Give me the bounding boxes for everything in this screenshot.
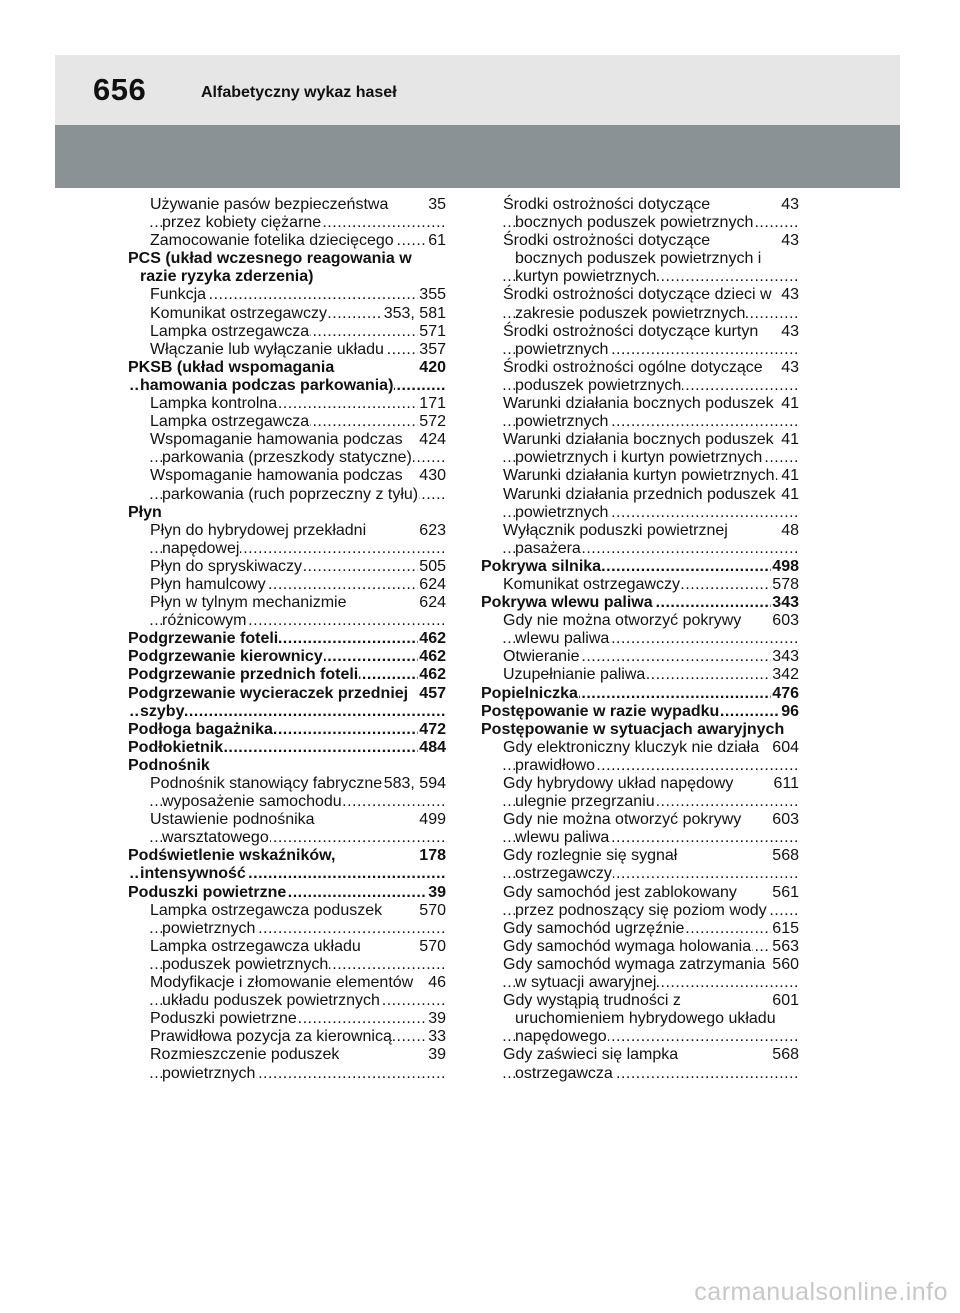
entry-text: Gdy nie można otworzyć pokrywy wlewu paliwa: [503, 612, 742, 648]
entry-text: Wspomaganie hamowania podczas parkowania (przeszkody statyczne): [150, 431, 412, 467]
page-reference: 578: [772, 575, 799, 593]
page-reference: 39: [428, 1046, 446, 1064]
index-subentry: [150, 775, 446, 811]
page-reference: 43: [781, 358, 799, 376]
index-subentry: [503, 811, 799, 847]
page-reference: 41: [781, 467, 799, 485]
entry-text: Środki ostrożności ogólne dotyczące poduszek powietrznych: [503, 358, 763, 394]
page-reference: 624: [419, 575, 446, 593]
index-subentry: [150, 341, 446, 359]
index-subentry: [503, 576, 799, 594]
page-reference: 570: [419, 901, 446, 919]
index-subentry: [150, 232, 446, 250]
index-heading: [481, 703, 799, 721]
entry-text: Lampka ostrzegawcza układu poduszek powietrznych: [150, 937, 361, 973]
entry-text: Zamocowanie fotelika dziecięcego: [150, 232, 394, 250]
page-number: 656: [93, 72, 147, 107]
page-reference: 603: [772, 811, 799, 829]
index-subentry: [150, 467, 446, 503]
entry-text: Postępowanie w sytuacjach awaryjnych: [481, 720, 785, 738]
page-reference: 484: [419, 738, 446, 756]
entry-text: Gdy rozlegnie się sygnał ostrzegawczy: [503, 847, 678, 883]
entry-text: Gdy samochód wymaga zatrzymania w sytuacji awaryjnej: [503, 955, 766, 992]
entry-text: Środki ostrożności dotyczące bocznych poduszek powietrznych: [503, 196, 754, 232]
page-reference: 472: [419, 720, 446, 738]
entry-text: Rozmieszczenie poduszek powietrznych: [150, 1046, 340, 1082]
index-subentry: [503, 395, 799, 431]
entry-text: Płyn do spryskiwaczy: [150, 557, 303, 575]
index-subentry: [150, 902, 446, 938]
index-heading: [128, 648, 446, 666]
entry-text: Podłokietnik: [128, 738, 224, 756]
page-reference: 611: [773, 775, 799, 792]
page-reference: 615: [772, 919, 799, 937]
page-reference: 43: [781, 196, 799, 213]
index-subentry: [150, 196, 446, 232]
entry-text: Gdy elektroniczny kluczyk nie działa prawidłowo: [503, 738, 760, 774]
page-reference: 505: [419, 557, 446, 575]
entry-text: Postępowanie w razie wypadku: [481, 702, 720, 720]
entry-text: Wspomaganie hamowania podczas parkowania (ruch poprzeczny z tyłu): [150, 467, 419, 503]
index-subentry: [503, 232, 799, 286]
index-subentry: [503, 286, 799, 322]
entry-text: Płyn hamulcowy: [150, 575, 266, 593]
page-reference: 43: [781, 232, 799, 250]
entry-text: Wyłącznik poduszki powietrznej pasażera: [503, 521, 728, 557]
page-reference: 61: [428, 232, 446, 250]
page-reference: 171: [419, 395, 446, 413]
index-subentry: [150, 522, 446, 558]
entry-text: Gdy samochód jest zablokowany przez podnoszący się poziom wody: [503, 883, 767, 919]
index-subentry: [150, 413, 446, 431]
entry-text: Otwieranie: [503, 648, 580, 666]
entry-text: Poduszki powietrzne: [150, 1010, 297, 1028]
page-reference: 343: [772, 594, 799, 612]
index-subentry: [150, 1010, 446, 1028]
entry-text: Podłoga bagażnika: [128, 720, 273, 738]
page-reference: 48: [781, 521, 799, 539]
index-subentry: [150, 974, 446, 1010]
index-subentry: [503, 486, 799, 522]
index-subentry: [503, 666, 799, 684]
index-heading: [481, 685, 799, 703]
index-heading: [481, 721, 799, 739]
entry-text: Podnośnik: [128, 756, 210, 774]
entry-text: Lampka kontrolna: [150, 395, 278, 413]
entry-text: Warunki działania kurtyn powietrznych: [503, 467, 775, 485]
page-reference: 583, 594: [383, 775, 446, 792]
page-header: [55, 55, 900, 125]
entry-text: Gdy nie można otworzyć pokrywy wlewu paliwa: [503, 811, 742, 847]
index-heading: [128, 721, 446, 739]
entry-text: Gdy wystąpią trudności z uruchomieniem hybrydowego układu napędowego: [503, 992, 776, 1046]
page-reference: 357: [419, 340, 446, 358]
index-subentry: [503, 920, 799, 938]
entry-text: Pokrywa wlewu paliwa: [481, 594, 653, 612]
index-heading: [128, 739, 446, 757]
page-reference: 39: [428, 883, 446, 901]
index-subentry: [150, 323, 446, 341]
entry-text: Gdy hybrydowy układ napędowy ulegnie przegrzaniu: [503, 775, 734, 811]
entry-text: Środki ostrożności dotyczące bocznych poduszek powietrznych i kurtyn powietrznych: [503, 232, 762, 286]
page-reference: 343: [772, 648, 799, 666]
index-heading: [128, 504, 446, 522]
index-subentry: [503, 648, 799, 666]
index-subentry: [503, 847, 799, 883]
page-reference: 623: [419, 521, 446, 539]
entry-text: Komunikat ostrzegawczy: [503, 575, 680, 593]
page-reference: 624: [419, 594, 446, 612]
page-reference: 424: [419, 431, 446, 449]
index-subentry: [503, 522, 799, 558]
index-subentry: [150, 305, 446, 323]
page-reference: 96: [781, 702, 799, 720]
entry-text: Włączanie lub wyłączanie układu: [150, 340, 384, 358]
index-subentry: [503, 775, 799, 811]
page-reference: 39: [428, 1010, 446, 1028]
entry-text: Popielniczka: [481, 684, 578, 702]
page-reference: 462: [419, 666, 446, 684]
page-reference: 563: [772, 937, 799, 955]
entry-text: Warunki działania bocznych poduszek powietrznych i kurtyn powietrznych: [503, 431, 774, 467]
entry-text: Używanie pasów bezpieczeństwa przez kobiety ciężarne: [150, 196, 389, 232]
entry-text: Płyn: [128, 503, 162, 521]
entry-text: Podgrzewanie foteli: [128, 630, 279, 648]
page-reference: 604: [772, 738, 799, 756]
entry-text: Podgrzewanie wycieraczek przedniej szyby: [128, 684, 409, 720]
index-subentry: [150, 395, 446, 413]
index-subentry: [503, 1046, 799, 1082]
entry-text: Podgrzewanie kierownicy: [128, 648, 323, 666]
index-subentry: [503, 938, 799, 956]
entry-text: Pokrywa silnika: [481, 557, 602, 575]
page-reference: 476: [772, 684, 799, 702]
index-subentry: [503, 739, 799, 775]
page-reference: 498: [772, 557, 799, 575]
index-column-left: [128, 196, 446, 1083]
index-subentry: [503, 612, 799, 648]
page-reference: 41: [781, 395, 799, 413]
entry-text: Podświetlenie wskaźników, intensywność: [128, 847, 336, 883]
page-reference: 603: [772, 612, 799, 630]
entry-text: Podnośnik stanowiący fabryczne wyposażenie samochodu: [150, 775, 383, 811]
page-reference: 570: [419, 937, 446, 955]
index-subentry: [503, 992, 799, 1046]
entry-text: Modyfikacje i złomowanie elementów układu poduszek powietrznych: [150, 974, 414, 1010]
entry-text: PCS (układ wczesnego reagowania w razie ryzyka zderzenia): [128, 250, 412, 286]
page-reference: 568: [772, 1046, 799, 1064]
page-reference: 178: [419, 847, 446, 865]
watermark: carmanualsonline.info: [694, 1278, 948, 1306]
header-band: [55, 125, 900, 188]
page-reference: 43: [781, 286, 799, 304]
page-reference: 561: [772, 883, 799, 901]
entry-text: Gdy samochód ugrzęźnie: [503, 919, 685, 937]
entry-text: Lampka ostrzegawcza: [150, 413, 310, 431]
index-heading: [128, 757, 446, 775]
entry-text: Lampka ostrzegawcza poduszek powietrznych: [150, 901, 383, 937]
index-heading: [128, 359, 446, 395]
index-subentry: [503, 956, 799, 992]
entry-text: Komunikat ostrzegawczy: [150, 304, 327, 322]
entry-text: Środki ostrożności dotyczące kurtyn powietrznych: [503, 322, 759, 358]
entry-text: Gdy zaświeci się lampka ostrzegawcza: [503, 1046, 679, 1082]
entry-text: Środki ostrożności dotyczące dzieci w zakresie poduszek powietrznych: [503, 286, 772, 322]
entry-text: Podgrzewanie przednich foteli: [128, 666, 359, 684]
page-reference: 462: [419, 630, 446, 648]
index-heading: [128, 685, 446, 721]
page-reference: 499: [419, 811, 446, 829]
index-subentry: [150, 1046, 446, 1082]
index-subentry: [150, 938, 446, 974]
entry-text: Funkcja: [150, 286, 207, 304]
page-reference: 560: [772, 955, 799, 973]
entry-text: Poduszki powietrzne: [128, 883, 287, 901]
page-reference: 353, 581: [383, 304, 446, 322]
entry-text: Warunki działania bocznych poduszek powietrznych: [503, 395, 774, 431]
index-subentry: [503, 884, 799, 920]
page-reference: 457: [419, 684, 446, 702]
entry-text: Warunki działania przednich poduszek powietrznych: [503, 485, 776, 521]
page-reference: 572: [419, 413, 446, 431]
page-reference: 462: [419, 648, 446, 666]
page-reference: 43: [781, 322, 799, 340]
entry-text: Prawidłowa pozycja za kierownicą: [150, 1028, 392, 1046]
index-subentry: [150, 431, 446, 467]
page-reference: 601: [772, 992, 799, 1010]
page-reference: 420: [419, 358, 446, 376]
page-reference: 46: [428, 974, 446, 992]
index-heading: [481, 594, 799, 612]
index-subentry: [503, 196, 799, 232]
page-reference: 33: [428, 1028, 446, 1046]
index-heading: [481, 558, 799, 576]
index-heading: [128, 666, 446, 684]
index-heading: [128, 847, 446, 883]
entry-text: Płyn w tylnym mechanizmie różnicowym: [150, 594, 347, 630]
page-reference: 355: [419, 286, 446, 304]
index-heading: [128, 884, 446, 902]
page-reference: 571: [419, 322, 446, 340]
entry-text: Płyn do hybrydowej przekładni napędowej: [150, 521, 367, 557]
entry-text: PKSB (układ wspomagania hamowania podczas parkowania): [128, 358, 394, 394]
index-column-right: [481, 196, 799, 1083]
entry-text: Gdy samochód wymaga holowania: [503, 937, 752, 955]
page-reference: 430: [419, 467, 446, 485]
index-subentry: [150, 576, 446, 594]
page-reference: 41: [781, 431, 799, 449]
index-subentry: [150, 286, 446, 304]
index-subentry: [150, 594, 446, 630]
index-subentry: [503, 467, 799, 485]
page-reference: 35: [428, 196, 446, 213]
index-subentry: [150, 1028, 446, 1046]
index-subentry: [503, 323, 799, 359]
index-subentry: [150, 558, 446, 576]
section-title: Alfabetyczny wykaz haseł: [201, 84, 397, 101]
index-heading: [128, 250, 446, 286]
entry-text: Lampka ostrzegawcza: [150, 322, 310, 340]
index-heading: [128, 630, 446, 648]
index-subentry: [503, 431, 799, 467]
index-subentry: [150, 811, 446, 847]
page-reference: 568: [772, 847, 799, 865]
entry-text: Uzupełnianie paliwa: [503, 666, 646, 684]
page-reference: 41: [781, 485, 799, 503]
entry-text: Ustawienie podnośnika warsztatowego: [150, 811, 315, 847]
index-subentry: [503, 359, 799, 395]
page-reference: 342: [772, 666, 799, 684]
